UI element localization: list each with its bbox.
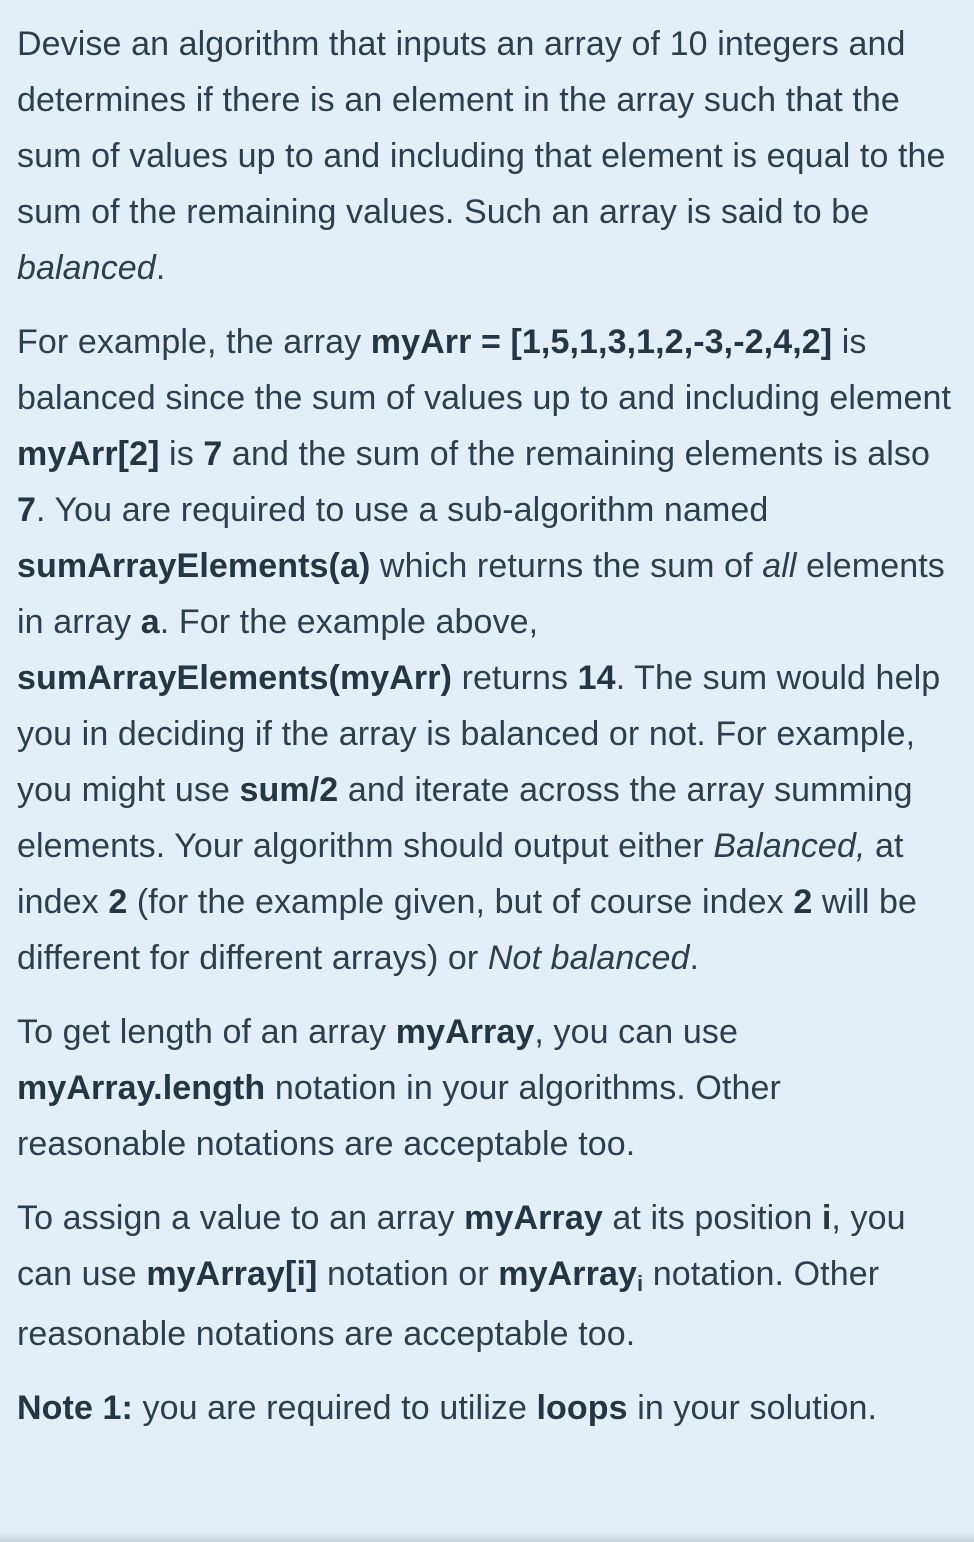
text-segment: in your solution. xyxy=(627,1389,878,1427)
paragraph-length-notation xyxy=(17,1004,952,1172)
code-array-literal: myArr = [1,5,1,3,1,2,-3,-2,4,2] xyxy=(370,323,833,361)
text-segment: which returns the sum of xyxy=(370,547,763,585)
bottom-edge-shadow xyxy=(0,1532,974,1542)
code-subscript-i: i xyxy=(636,1271,644,1296)
text-segment: To assign a value to an array xyxy=(17,1199,465,1237)
code-element-ref: myArr[2] xyxy=(17,435,160,473)
text-segment: , you can use xyxy=(17,1199,906,1293)
text-segment: . The sum would help you in deciding if the array is balanced or not. For example, you might use xyxy=(17,659,941,809)
text-segment: . xyxy=(155,249,166,287)
text-segment: . xyxy=(689,939,700,977)
code-myarray-subscript-base: myArray xyxy=(498,1255,637,1293)
text-segment: returns xyxy=(452,659,578,697)
code-param-a: a xyxy=(140,603,160,641)
paragraph-definition xyxy=(17,16,952,296)
term-balanced: balanced xyxy=(17,249,156,287)
code-sub-algorithm: sumArrayElements(a) xyxy=(17,547,371,585)
value-left-sum: 7 xyxy=(203,435,223,473)
output-balanced: Balanced, xyxy=(713,827,866,865)
text-segment: . You are required to use a sub-algorithm named xyxy=(36,491,769,529)
code-sub-algorithm-call: sumArrayElements(myArr) xyxy=(17,659,453,697)
output-not-balanced: Not balanced xyxy=(487,939,690,977)
text-segment: you are required to utilize xyxy=(132,1389,537,1427)
code-myarray-index: myArray[i] xyxy=(146,1255,318,1293)
text-segment: notation in your algorithms. Other reasonable notations are acceptable too. xyxy=(17,1069,781,1163)
text-segment: will be different for different arrays) or xyxy=(17,883,918,977)
text-segment: notation. Other reasonable notations are acceptable too. xyxy=(17,1255,880,1353)
note-label: Note 1: xyxy=(17,1389,133,1427)
text-segment: For example, the array xyxy=(17,323,371,361)
paragraph-assign-notation xyxy=(17,1190,952,1362)
code-myarray-length: myArray.length xyxy=(17,1069,266,1107)
value-index: 2 xyxy=(108,883,128,921)
value-right-sum: 7 xyxy=(17,491,37,529)
text-segment: notation or xyxy=(317,1255,499,1293)
text-segment: at index xyxy=(17,827,904,921)
text-segment: (for the example given, but of course index xyxy=(127,883,794,921)
text-segment: is xyxy=(159,435,204,473)
paragraph-example xyxy=(17,314,952,986)
text-segment: and iterate across the array summing elements. Your algorithm should output either xyxy=(17,771,913,865)
text-segment: , you can use xyxy=(534,1013,738,1051)
value-total-sum: 14 xyxy=(577,659,616,697)
code-myarray: myArray xyxy=(395,1013,535,1051)
emphasis-all: all xyxy=(762,547,797,585)
text-segment: and the sum of the remaining elements is also xyxy=(222,435,931,473)
text-segment: at its position xyxy=(602,1199,822,1237)
text-segment: is balanced since the sum of values up to and including element xyxy=(17,323,952,417)
text-segment: elements in array xyxy=(17,547,945,641)
code-myarray: myArray xyxy=(464,1199,603,1237)
code-sum-half: sum/2 xyxy=(239,771,339,809)
text-segment: To get length of an array xyxy=(17,1013,396,1051)
value-index: 2 xyxy=(793,883,813,921)
paragraph-note xyxy=(17,1380,952,1436)
keyword-loops: loops xyxy=(536,1389,628,1427)
code-position-i: i xyxy=(821,1199,832,1237)
text-segment: Devise an algorithm that inputs an array of 10 integers and determines if there is an element in the array such that the sum of values up to and including that element is equal to the sum of the remaining values. Such an array is said to be xyxy=(17,25,946,231)
text-segment: . For the example above, xyxy=(159,603,539,641)
